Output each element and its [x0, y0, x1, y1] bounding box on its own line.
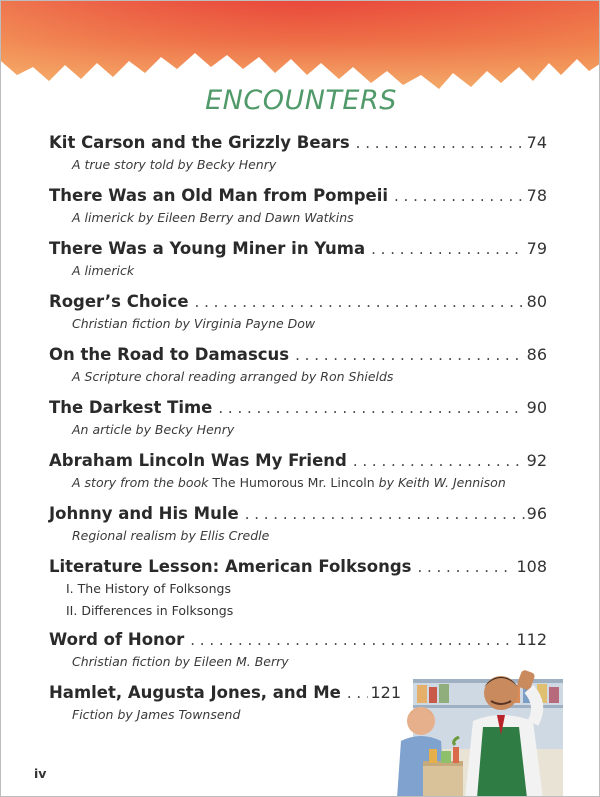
dot-leader — [245, 505, 525, 523]
toc-entry — [49, 557, 547, 630]
grocer-and-boy-illustration — [393, 665, 563, 797]
dot-leader — [347, 684, 369, 702]
entry-title: On the Road to Damascus — [49, 345, 290, 364]
entry-page-number: 79 — [526, 239, 547, 258]
entry-page-number: 92 — [526, 451, 547, 470]
dot-leader — [295, 346, 525, 364]
dot-leader — [371, 240, 525, 258]
toc-entry — [49, 398, 547, 451]
toc-row — [49, 186, 547, 209]
toc-entry — [49, 292, 547, 345]
entry-page-number: 112 — [516, 630, 547, 649]
entry-page-number: 80 — [526, 292, 547, 311]
toc-row — [49, 398, 547, 421]
entry-page-number: 78 — [526, 186, 547, 205]
dot-leader — [195, 293, 525, 311]
entry-description: Christian fiction by Virginia Payne Dow — [72, 316, 316, 331]
entry-title: Word of Honor — [49, 630, 185, 649]
dot-leader — [218, 399, 524, 417]
toc-row — [49, 133, 547, 156]
toc-entry — [49, 239, 547, 292]
toc-row — [49, 239, 547, 262]
toc-row — [49, 557, 547, 580]
page-title: ENCOUNTERS — [205, 85, 397, 116]
entry-title: Roger’s Choice — [49, 292, 189, 311]
table-of-contents — [49, 133, 547, 736]
entry-title: Johnny and His Mule — [49, 504, 239, 523]
entry-description: Fiction by James Townsend — [72, 707, 241, 722]
dot-leader — [394, 187, 525, 205]
entry-description: A limerick by Eileen Berry and Dawn Watkins — [72, 210, 354, 225]
toc-row — [49, 292, 547, 315]
toc-row — [49, 451, 547, 474]
dot-leader — [356, 134, 525, 152]
entry-description: A true story told by Becky Henry — [72, 157, 277, 172]
description-prefix: A story from the book — [72, 475, 209, 490]
entry-description: Regional realism by Ellis Credle — [72, 528, 270, 543]
entry-description: A Scripture choral reading arranged by Ron Shields — [72, 369, 394, 384]
toc-entry — [49, 345, 547, 398]
entry-title: Kit Carson and the Grizzly Bears — [49, 133, 350, 152]
entry-description: A limerick — [72, 263, 135, 278]
entry-title: Literature Lesson: American Folksongs — [49, 557, 412, 576]
dot-leader — [417, 558, 514, 576]
entry-title: The Darkest Time — [49, 398, 213, 417]
toc-entry — [49, 186, 547, 239]
page-number: iv — [34, 766, 47, 781]
toc-row — [49, 683, 401, 706]
entry-description: Christian fiction by Eileen M. Berry — [72, 654, 289, 669]
toc-row — [49, 345, 547, 368]
toc-row — [49, 504, 547, 527]
lesson-subtopic: I. The History of Folksongs — [66, 581, 231, 596]
description-suffix: by Keith W. Jennison — [378, 475, 506, 490]
lesson-subtopic: II. Differences in Folksongs — [66, 603, 234, 618]
entry-title: There Was a Young Miner in Yuma — [49, 239, 366, 258]
toc-row — [49, 630, 547, 653]
entry-page-number: 74 — [526, 133, 547, 152]
toc-entry — [49, 451, 547, 504]
toc-entry — [49, 133, 547, 186]
entry-description: An article by Becky Henry — [72, 422, 235, 437]
dot-leader — [190, 631, 514, 649]
entry-page-number: 121 — [370, 683, 401, 702]
entry-description — [49, 474, 547, 504]
dot-leader — [353, 452, 525, 470]
entry-title: There Was an Old Man from Pompeii — [49, 186, 389, 205]
entry-page-number: 108 — [516, 557, 547, 576]
entry-title: Hamlet, Augusta Jones, and Me — [49, 683, 341, 702]
toc-entry — [49, 504, 547, 557]
book-title: The Humorous Mr. Lincoln — [212, 475, 375, 490]
entry-page-number: 90 — [526, 398, 547, 417]
entry-page-number: 96 — [526, 504, 547, 523]
entry-title: Abraham Lincoln Was My Friend — [49, 451, 347, 470]
entry-page-number: 86 — [526, 345, 547, 364]
